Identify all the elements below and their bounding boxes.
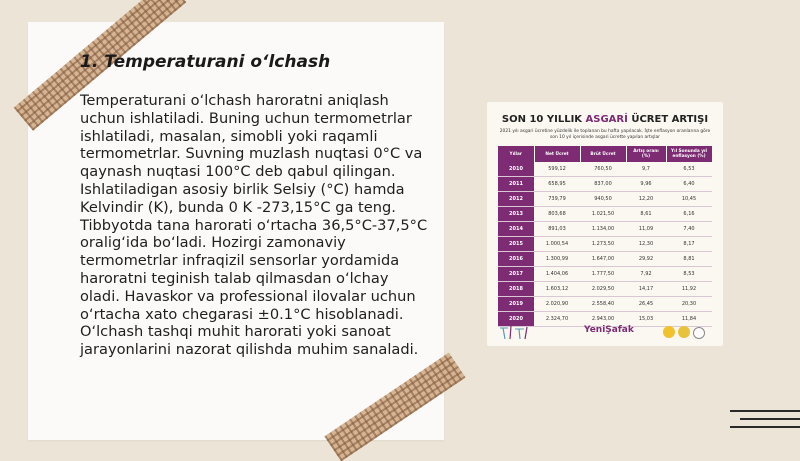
value-cell: 29,92: [626, 252, 666, 267]
value-cell: 1.000,54: [534, 237, 580, 252]
value-cell: 12,30: [626, 237, 666, 252]
value-cell: 803,68: [534, 207, 580, 222]
value-cell: 1.647,00: [580, 252, 626, 267]
table-row: [498, 282, 712, 297]
value-cell: 26,45: [626, 297, 666, 312]
slide-paragraph: Temperaturani o‘lchash haroratni aniqlash uchun ishlatiladi. Buning uchun termometrlar ishlatiladi, masalan, simobli yoki raqamli termometrlar. Suvning muzlash nuqtasi 0°C va qaynash nuqtasi 100°C deb qabul qilingan. Ishlatiladigan asosiy birlik Selsiy (°C) hamda Kelvindir (K), bunda 0 K -273,15°C ga teng. Tibbyotda tana harorati o‘rtacha 36,5°C-37,5°C oralig‘ida bo‘ladi. Hozirgi zamonaviy termometrlar infraqizil sensorlar yordamida haroratni teginish talab qilmasdan o‘lchay oladi. Havaskor va professional ilovalar uchun o‘rtacha xato chegarasi ±0.1°C hisoblanadi. O‘lchash tashqi muhit harorati yoki sanoat jarayonlarini nazorat qilishda muhim sanaladi.: [80, 92, 428, 359]
header-cell: Yıllar: [498, 146, 534, 162]
value-cell: 7,40: [666, 222, 712, 237]
value-cell: 1.273,50: [580, 237, 626, 252]
value-cell: 1.603,12: [534, 282, 580, 297]
year-cell: 2018: [498, 282, 534, 297]
slide-heading: 1. Temperaturani o‘lchash: [80, 52, 331, 72]
year-cell: 2016: [498, 252, 534, 267]
value-cell: 20,30: [666, 297, 712, 312]
table-row: [498, 237, 712, 252]
coin-icon: [678, 326, 690, 338]
table-row: [498, 192, 712, 207]
header-cell: Brüt Ücret: [580, 146, 626, 162]
value-cell: 658,95: [534, 177, 580, 192]
table-row: [498, 267, 712, 282]
table-header-row: [498, 146, 712, 162]
title-prefix: SON 10 YILLIK: [501, 114, 586, 125]
value-cell: 8,17: [666, 237, 712, 252]
value-cell: 1.134,00: [580, 222, 626, 237]
value-cell: 7,92: [626, 267, 666, 282]
year-cell: 2013: [498, 207, 534, 222]
year-cell: 2017: [498, 267, 534, 282]
year-cell: 2011: [498, 177, 534, 192]
value-cell: 2.324,70: [534, 312, 580, 327]
value-cell: 2.029,50: [580, 282, 626, 297]
value-cell: 9,96: [626, 177, 666, 192]
year-cell: 2010: [498, 162, 534, 177]
value-cell: 14,17: [626, 282, 666, 297]
value-cell: 739,79: [534, 192, 580, 207]
value-cell: 11,09: [626, 222, 666, 237]
newspaper-logo: YeniŞafak: [584, 325, 634, 335]
table-title: [487, 114, 723, 125]
value-cell: 891,03: [534, 222, 580, 237]
header-cell: Net Ücret: [534, 146, 580, 162]
wage-table: [498, 146, 713, 327]
wage-table-image: [487, 102, 723, 346]
value-cell: 9,7: [626, 162, 666, 177]
table-body: [498, 162, 712, 327]
title-accent: ASGARİ: [585, 114, 628, 125]
badge-icon: [693, 327, 705, 339]
value-cell: 8,53: [666, 267, 712, 282]
value-cell: 6,53: [666, 162, 712, 177]
value-cell: 12,20: [626, 192, 666, 207]
year-cell: 2012: [498, 192, 534, 207]
value-cell: 2.943,00: [580, 312, 626, 327]
table-footer: [497, 324, 713, 340]
table-row: [498, 207, 712, 222]
coin-icon: [663, 326, 675, 338]
table-row: [498, 297, 712, 312]
value-cell: 6,16: [666, 207, 712, 222]
value-cell: 11,84: [666, 312, 712, 327]
year-cell: 2020: [498, 312, 534, 327]
title-suffix: ÜCRET ARTIŞI: [627, 114, 709, 125]
value-cell: 1.404,06: [534, 267, 580, 282]
value-cell: 1.300,99: [534, 252, 580, 267]
header-cell: Yıl Sonunda yıl enflasyon (%): [666, 146, 712, 162]
value-cell: 940,50: [580, 192, 626, 207]
value-cell: 2.558,40: [580, 297, 626, 312]
value-cell: 15,03: [626, 312, 666, 327]
value-cell: 10,45: [666, 192, 712, 207]
value-cell: 2.020,90: [534, 297, 580, 312]
value-cell: 8,81: [666, 252, 712, 267]
value-cell: 599,12: [534, 162, 580, 177]
table-row: [498, 177, 712, 192]
decorative-lines: [730, 404, 800, 434]
value-cell: 8,61: [626, 207, 666, 222]
value-cell: 1.777,50: [580, 267, 626, 282]
value-cell: 11,92: [666, 282, 712, 297]
year-cell: 2019: [498, 297, 534, 312]
table-row: [498, 222, 712, 237]
table-subtitle: 2021 yılı asgari ücretine yüzdelik ile toplanan bu hafta yapılacak. İşte enflasyon oranlarına göre son 10 yıl içerisinde asgari ücrette yapılan artışlar: [499, 129, 711, 140]
value-cell: 1.021,50: [580, 207, 626, 222]
value-cell: 6,40: [666, 177, 712, 192]
year-cell: 2014: [498, 222, 534, 237]
scale-stick-icon: [497, 324, 537, 340]
table-row: [498, 252, 712, 267]
value-cell: 760,50: [580, 162, 626, 177]
table-row: [498, 162, 712, 177]
value-cell: 837,00: [580, 177, 626, 192]
year-cell: 2015: [498, 237, 534, 252]
header-cell: Artış oranı (%): [626, 146, 666, 162]
